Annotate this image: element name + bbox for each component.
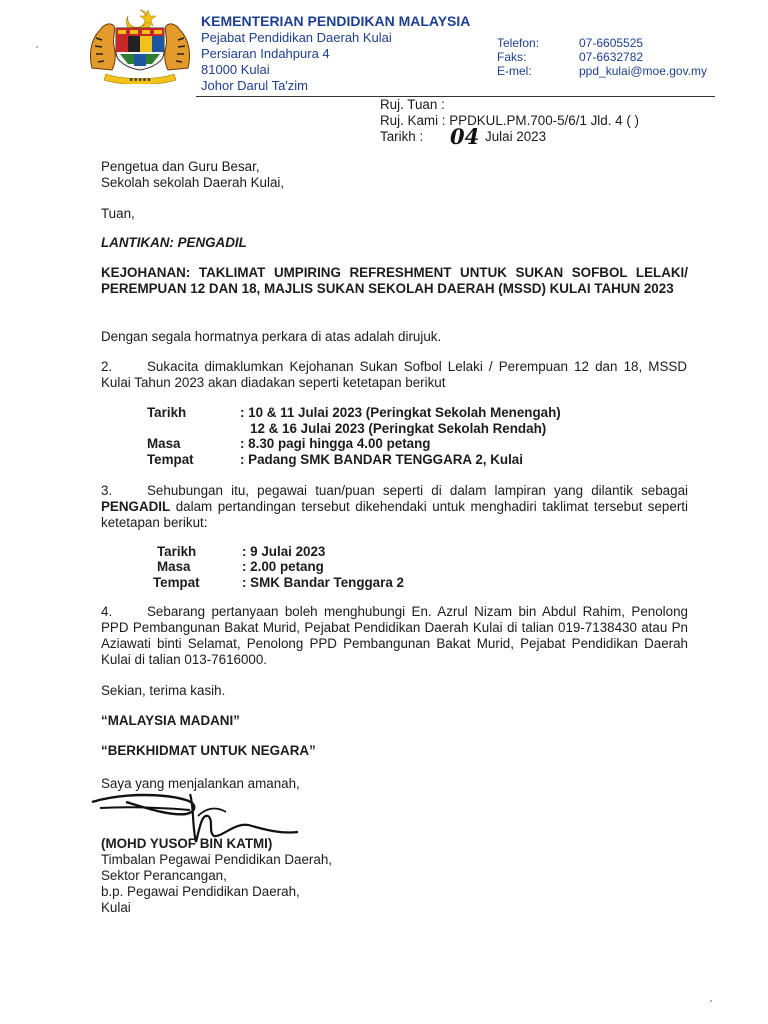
paragraph-3 (101, 483, 688, 531)
office-name: Pejabat Pendidikan Daerah Kulai (201, 30, 392, 45)
paragraph-3-number: 3. (101, 483, 113, 498)
subject-appointment: LANTIKAN: PENGADIL (101, 235, 247, 250)
details1-tempat-label: Tempat (147, 452, 194, 467)
details2-tarikh-value: : 9 Julai 2023 (242, 544, 326, 559)
signatory-title-4: Kulai (101, 900, 131, 915)
closing: Sekian, terima kasih. (101, 683, 226, 698)
header-divider (196, 96, 715, 97)
email-value: ppd_kulai@moe.gov.my (579, 64, 708, 78)
telefon-label: Telefon: (497, 36, 540, 50)
office-street: Persiaran Indahpura 4 (201, 46, 330, 61)
signatory-name: (MOHD YUSOF BIN KATMI) (101, 836, 273, 851)
paragraph-2-text: Sukacita dimaklumkan Kejohanan Sukan Sofbol Lelaki / Perempuan 12 dan 18, MSSD Kulai Tahun 2023 akan diadakan seperti ketetapan berikut (101, 359, 687, 390)
details1-masa-label: Masa (147, 436, 181, 451)
paragraph-3-text-after: dalam pertandingan tersebut dikehendaki untuk menghadiri taklimat tersebut seperti ketetapan berikut: (101, 499, 688, 530)
signatory-title-3: b.p. Pegawai Pendidikan Daerah, (101, 884, 300, 899)
ministry-name: KEMENTERIAN PENDIDIKAN MALAYSIA (201, 13, 471, 29)
details2-tempat-label: Tempat (153, 575, 200, 590)
slogan-berkhidmat: “BERKHIDMAT UNTUK NEGARA” (101, 743, 316, 758)
recipient-line-1: Pengetua dan Guru Besar, (101, 159, 260, 174)
tarikh-handwritten-day: 04 (450, 124, 480, 149)
faks-value: 07-6632782 (579, 50, 644, 64)
scan-speck (36, 46, 38, 48)
details1-tarikh-value-2: 12 & 16 Julai 2023 (Peringkat Sekolah Rendah) (250, 421, 547, 436)
subject-event: KEJOHANAN: TAKLIMAT UMPIRING REFRESHMENT UNTUK SUKAN SOFBOL LELAKI/ PEREMPUAN 12 DAN 18, MAJLIS SUKAN SEKOLAH DAERAH (MSSD) KULAI TAHUN 2023 (101, 265, 688, 296)
details1-tarikh-value-1: : 10 & 11 Julai 2023 (Peringkat Sekolah Menengah) (240, 405, 561, 420)
tarikh-label: Tarikh : (380, 129, 424, 144)
recipient-line-2: Sekolah sekolah Daerah Kulai, (101, 175, 285, 190)
ruj-tuan: Ruj. Tuan : (380, 97, 445, 112)
telefon-value: 07-6605525 (579, 36, 644, 50)
details2-tarikh-label: Tarikh (157, 544, 197, 559)
intro-paragraph: Dengan segala hormatnya perkara di atas adalah dirujuk. (101, 329, 442, 344)
paragraph-4-number: 4. (101, 604, 113, 619)
trust-line: Saya yang menjalankan amanah, (101, 776, 300, 791)
office-state: Johor Darul Ta'zim (201, 78, 309, 93)
ruj-kami: Ruj. Kami : PPDKUL.PM.700-5/6/1 Jld. 4 ( ) (380, 113, 639, 128)
email-label: E-mel: (497, 64, 532, 78)
svg-text:■ ■ ■ ■ ■: ■ ■ ■ ■ ■ (129, 77, 151, 83)
paragraph-3-bold: PENGADIL (101, 499, 171, 514)
details2-masa-value: : 2.00 petang (242, 559, 324, 574)
signatory-title-2: Sektor Perancangan, (101, 868, 227, 883)
tarikh-month-year: Julai 2023 (485, 129, 547, 144)
scan-speck (710, 1000, 712, 1002)
slogan-malaysia-madani: “MALAYSIA MADANI” (101, 713, 240, 728)
faks-label: Faks: (497, 50, 527, 64)
details1-masa-value: : 8.30 pagi hingga 4.00 petang (240, 436, 431, 451)
office-postcode-city: 81000 Kulai (201, 62, 270, 77)
paragraph-4-text: Sebarang pertanyaan boleh menghubungi En. Azrul Nizam bin Abdul Rahim, Penolong PPD Pembangunan Bakat Murid, Pejabat Pendidikan Daerah Kulai di talian 019-7138430 atau Pn Aziawati binti Selamat, Penolong PPD Pembangunan Bakat Murid, Pejabat Pendidikan Daerah Kulai di talian 013-7616000. (101, 604, 688, 667)
malaysia-coat-of-arms-icon (86, 8, 194, 84)
details2-masa-label: Masa (157, 559, 191, 574)
paragraph-3-text-before: Sehubungan itu, pegawai tuan/puan seperti di dalam lampiran yang dilantik sebagai (147, 483, 688, 498)
details2-tempat-value: : SMK Bandar Tenggara 2 (242, 575, 404, 590)
paragraph-2-number: 2. (101, 359, 113, 374)
paragraph-4 (101, 604, 688, 668)
details1-tarikh-label: Tarikh (147, 405, 187, 420)
signatory-title-1: Timbalan Pegawai Pendidikan Daerah, (101, 852, 333, 867)
paragraph-2 (101, 359, 687, 391)
details1-tempat-value: : Padang SMK BANDAR TENGGARA 2, Kulai (240, 452, 523, 467)
salutation: Tuan, (101, 206, 135, 221)
